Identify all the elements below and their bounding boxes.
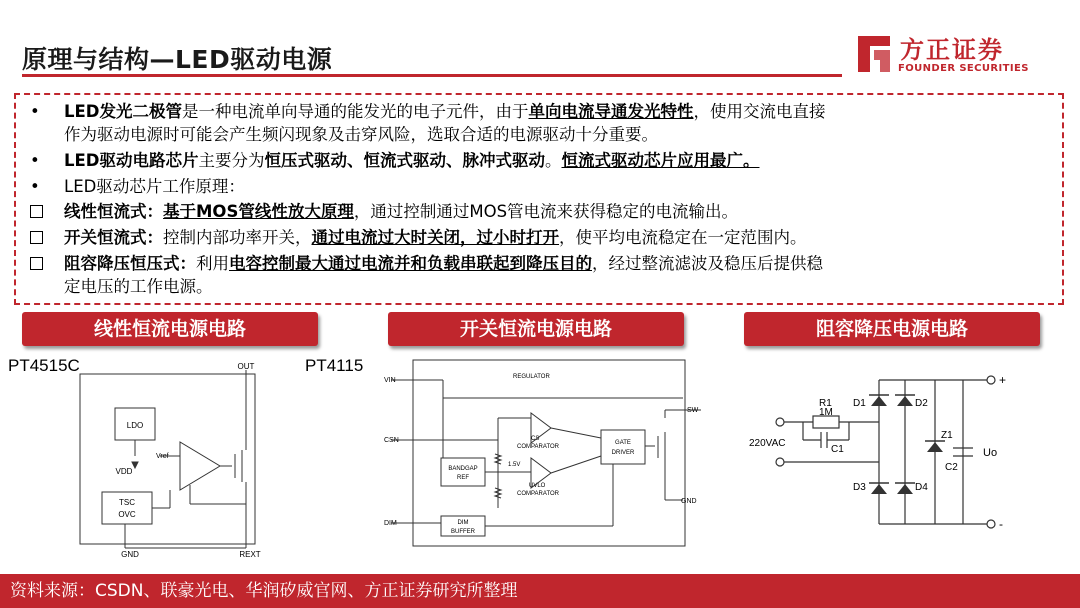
rc-circuit-diagram <box>745 360 1035 550</box>
c1-label: C1 <box>831 444 844 455</box>
gate-label: GATE <box>615 440 631 446</box>
line-text: 控制内部功率开关， <box>163 228 312 247</box>
diode-d2-icon <box>897 396 913 406</box>
sub-item-title: 阻容降压恒压式： <box>64 254 196 273</box>
tsc-block <box>102 492 152 524</box>
bullet-dot: • <box>30 151 40 170</box>
bullet-line-1 <box>30 101 825 123</box>
key-point: 电容控制最大通过电流并和负载串联起到降压目的 <box>229 254 592 273</box>
ldo-label: LDO <box>126 421 144 430</box>
square-bullet-icon <box>30 231 43 244</box>
uvlo-comparator-label: COMPARATOR <box>517 491 560 497</box>
line-text: LED驱动芯片工作原理： <box>64 177 245 196</box>
opamp-symbol <box>180 442 220 490</box>
bullet-dot: • <box>30 102 40 121</box>
plus-terminal: + <box>999 373 1007 387</box>
panel-label-rc: 阻容降压电源电路 <box>744 312 1040 346</box>
logo-text-en: FOUNDER SECURITIES <box>898 63 1029 74</box>
uvlo-label: UVLO <box>529 483 546 489</box>
founder-logo <box>850 30 1050 80</box>
panel-label-switch: 开关恒流电源电路 <box>388 312 684 346</box>
diode-bridge <box>871 396 943 494</box>
r1-value: 1M <box>819 407 833 418</box>
pin-gnd: GND <box>681 498 697 505</box>
driver-label: DRIVER <box>611 450 635 456</box>
sub-item-switch <box>30 227 807 249</box>
bullet-dot: • <box>30 177 40 196</box>
square-bullet-icon <box>30 257 43 270</box>
d3-label: D3 <box>853 482 866 493</box>
diode-d3-icon <box>871 484 887 494</box>
line-text: 。 <box>544 151 562 170</box>
sub-item-linear <box>30 201 738 223</box>
led-term: LED发光二极管 <box>64 102 182 121</box>
bullet-line-1-cont: 作为驱动电源时可能会产生频闪现象及击穿风险，选取合适的电源驱动十分重要。 <box>64 125 658 144</box>
vref-label: Vref <box>156 453 169 460</box>
page-title: 原理与结构—LED驱动电源 <box>22 45 333 74</box>
key-point: 通过电流过大时关闭，过小时打开 <box>311 228 559 247</box>
line-text: ，通过控制通过MOS管电流来获得稳定的电流输出。 <box>353 202 739 221</box>
diode-d1-icon <box>871 396 887 406</box>
gate-driver-block <box>601 430 645 464</box>
line-text: ，使平均电流稳定在一定范围内。 <box>559 228 807 247</box>
driver-types: 恒压式驱动、恒流式驱动、脉冲式驱动 <box>264 151 545 170</box>
pin-rext: REXT <box>239 550 261 559</box>
dim-buffer-label-1: DIM <box>457 520 469 526</box>
line-text: 是一种电流单向导通的能发光的电子元件，由于 <box>181 102 529 121</box>
chip-model-pt4115: PT4115 <box>305 356 364 375</box>
zener-z1-icon <box>927 442 943 452</box>
line-text: ，使用交流电直接 <box>693 102 826 121</box>
z1-label: Z1 <box>941 430 953 441</box>
sub-item-rc-cont: 定电压的工作电源。 <box>64 277 213 296</box>
pin-out: OUT <box>237 362 255 371</box>
panel-label-linear: 线性恒流电源电路 <box>22 312 318 346</box>
resistor-symbol <box>495 454 501 464</box>
d4-label: D4 <box>915 482 928 493</box>
cs-label: CS <box>531 436 540 442</box>
regulator-label: REGULATOR <box>513 374 550 380</box>
bullet-line-2 <box>30 150 759 172</box>
sub-item-rc <box>30 253 823 275</box>
bandgap-label: BANDGAP <box>448 466 478 472</box>
source-footer: 资料来源：CSDN、联豪光电、华润矽威官网、方正证券研究所整理 <box>0 574 1080 608</box>
d1-label: D1 <box>853 398 866 409</box>
c2-label: C2 <box>945 462 958 473</box>
r1-label: R1 <box>819 398 832 409</box>
driver-chip-term: LED驱动电路芯片 <box>64 151 199 170</box>
sub-item-title: 开关恒流式： <box>64 228 163 247</box>
uo-label: Uo <box>983 447 998 459</box>
key-point: 基于MOS管线性放大原理 <box>163 202 354 221</box>
diode-d4-icon <box>897 484 913 494</box>
pin-csn: CSN <box>384 437 399 444</box>
v15-label: 1.5V <box>508 462 521 468</box>
cs-comparator-label: COMPARATOR <box>517 444 560 450</box>
resistor-symbol <box>495 488 501 498</box>
tsc-label: TSC <box>119 498 135 507</box>
chip-model-pt4515c: PT4515C <box>8 356 80 375</box>
dim-buffer-label-2: BUFFER <box>451 529 475 535</box>
key-point: 单向电流导通发光特性 <box>528 102 694 121</box>
title-divider <box>22 74 842 77</box>
pin-sw: SW <box>687 407 699 414</box>
square-bullet-icon <box>30 205 43 218</box>
vac-label: 220VAC <box>749 438 786 449</box>
d2-label: D2 <box>915 398 928 409</box>
line-text: 利用 <box>196 254 229 273</box>
linear-circuit-diagram <box>70 360 300 560</box>
line-text: ，经过整流滤波及稳压后提供稳 <box>592 254 823 273</box>
sub-item-title: 线性恒流式： <box>64 202 163 221</box>
pin-dim: DIM <box>384 520 397 527</box>
ref-label: REF <box>457 475 469 481</box>
pin-gnd: GND <box>121 550 139 559</box>
key-point: 恒流式驱动芯片应用最广。 <box>561 151 760 170</box>
pin-vin: VIN <box>384 377 396 384</box>
minus-terminal: - <box>999 517 1003 531</box>
vdd-label: VDD <box>115 467 133 476</box>
logo-text-cn: 方正证券 <box>900 36 1004 64</box>
bandgap-block <box>441 458 485 486</box>
chip-outline <box>413 360 685 546</box>
line-text: 主要分为 <box>198 151 265 170</box>
founder-logo-icon <box>850 32 894 76</box>
switch-circuit-diagram <box>383 358 699 550</box>
ovc-label: OVC <box>118 510 136 519</box>
bullet-line-3 <box>30 176 245 198</box>
